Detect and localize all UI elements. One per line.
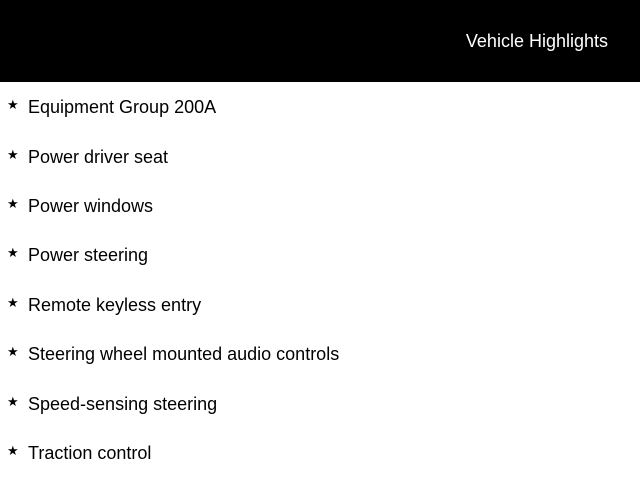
star-icon: ★ bbox=[7, 146, 19, 162]
feature-label: Equipment Group 200A bbox=[28, 97, 217, 117]
feature-label: Power steering bbox=[28, 245, 149, 266]
list-item bbox=[0, 330, 640, 379]
list-item bbox=[0, 181, 640, 230]
star-icon: ★ bbox=[7, 294, 19, 310]
star-icon: ★ bbox=[7, 245, 19, 261]
list-item bbox=[0, 379, 640, 428]
star-icon: ★ bbox=[7, 443, 19, 459]
feature-label: Power windows bbox=[28, 196, 154, 217]
list-item bbox=[0, 231, 640, 280]
feature-label: Power driver seat bbox=[28, 146, 169, 167]
feature-label: Traction control bbox=[28, 443, 152, 464]
page-title: Vehicle Highlights bbox=[465, 31, 608, 51]
feature-label: Speed-sensing steering bbox=[28, 393, 218, 414]
vehicle-highlights-list bbox=[0, 82, 640, 478]
list-item bbox=[0, 132, 640, 181]
feature-label: Remote keyless entry bbox=[28, 294, 202, 315]
header-bar bbox=[0, 0, 640, 82]
star-icon: ★ bbox=[7, 344, 19, 360]
list-item bbox=[0, 280, 640, 329]
star-icon: ★ bbox=[7, 393, 19, 409]
star-icon: ★ bbox=[7, 97, 19, 113]
list-item bbox=[0, 82, 640, 132]
feature-label: Steering wheel mounted audio controls bbox=[28, 344, 340, 365]
list-item bbox=[0, 428, 640, 477]
star-icon: ★ bbox=[7, 196, 19, 212]
